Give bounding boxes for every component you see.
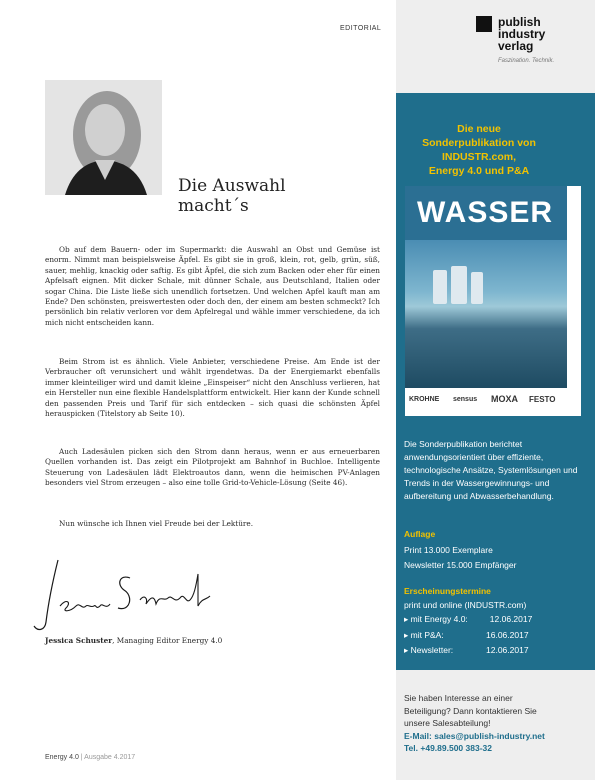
circulation-line: Newsletter 15.000 Empfänger: [404, 560, 517, 570]
date-value: 12.06.2017: [489, 614, 533, 624]
footer-issue: | Ausgabe 4.2017: [78, 754, 136, 761]
article-paragraph: Auch Ladesäulen picken sich den Strom dann heraus, wenn er aus erneuerbaren Quellen vorhanden ist. Das zeigt ein Pilotprojekt am Bahnhof in Buchloe. Intelligente Steuerung von Ladesäulen lädt Elektroautos dann, wenn die heimischen PV-Anlagen besonders viel Strom erzeugen – also eine tolle Grid-to-Vehicle-Lösung (Seite 46).: [45, 447, 380, 488]
circulation-line: Print 13.000 Exemplare: [404, 545, 493, 555]
sponsor-logo: sensus: [453, 396, 478, 403]
page-footer: [45, 754, 135, 761]
publisher-slogan: Faszination. Technik.: [498, 58, 555, 64]
date-row: [404, 645, 529, 656]
publisher-name-line: publish: [498, 15, 541, 29]
author-name: Jessica Schuster: [45, 636, 113, 645]
date-row: [404, 630, 529, 641]
promo-headline-line: INDUSTR.com,: [441, 151, 517, 163]
date-label: ▸ mit Energy 4.0:: [404, 614, 468, 624]
sales-email-link[interactable]: E-Mail: sales@publish-industry.net: [404, 730, 545, 741]
promo-headline-line: Sonderpublikation von: [422, 137, 536, 149]
date-row: [404, 614, 532, 625]
sponsor-logo: KROHNE: [409, 396, 440, 403]
article-headline: [178, 176, 286, 216]
article-paragraph: Nun wünsche ich Ihnen viel Freude bei der Lektüre.: [59, 519, 254, 528]
author-role: , Managing Editor Energy 4.0: [112, 636, 223, 645]
dates-intro: print und online (INDUSTR.com): [404, 600, 527, 610]
signature-caption: [45, 636, 222, 645]
author-portrait-image: [45, 80, 162, 195]
publisher-name-line: industry: [498, 27, 546, 41]
publisher-logo-mark: [476, 16, 492, 32]
author-portrait: [45, 80, 162, 195]
promo-headline: [396, 122, 562, 178]
date-value: 12.06.2017: [486, 645, 529, 655]
sponsor-logos: [405, 388, 567, 416]
promo-headline-line: Energy 4.0 und P&A: [428, 165, 530, 177]
publisher-logo: [498, 16, 554, 64]
magazine-title: WASSER: [417, 196, 554, 229]
date-label: ▸ mit P&A:: [404, 630, 444, 640]
sales-contact: [404, 692, 589, 755]
footer-magazine: Energy 4.0: [45, 754, 79, 761]
publisher-name-line: verlag: [498, 39, 534, 53]
circulation-heading: Auflage: [404, 529, 436, 539]
handwritten-signature: [30, 554, 220, 634]
contact-line: unsere Salesabteilung!: [404, 718, 491, 728]
sponsor-logo: MOXA: [491, 394, 518, 404]
water-tower-shape: [433, 270, 447, 304]
sales-phone[interactable]: Tel. +49.89.500 383-32: [404, 743, 492, 753]
section-label: EDITORIAL: [340, 25, 382, 32]
water-tower-shape: [451, 266, 467, 304]
promo-description: Die Sonderpublikation berichtet anwendungsorientiert über effiziente, technologische Ansätze, Systemlösungen und Trends in der Wassergewinnungs- und aufbereitung und Abwasserbehandlung.: [404, 439, 578, 501]
contact-line: Sie haben Interesse an einer: [404, 693, 513, 703]
headline-line: macht´s: [178, 196, 249, 216]
headline-line: Die Auswahl: [178, 176, 286, 196]
article-paragraph: Beim Strom ist es ähnlich. Viele Anbieter, verschiedene Preise. Am Ende ist der Verbraucher oft verunsichert und wählt irgendetwas. Da der Energiemarkt ebenfalls immer kleinteiliger wird und damit kleine „Einspeiser“ nicht den Anschluss verlieren, hat ein Hersteller nun eine flexible Handelsplattform entwickelt. Hier kann der Kunde schnell den passenden Preis und Tarif für sich entdecken – sich quasi die schönsten Äpfel herauspicken (Titelstory ab Seite 10).: [45, 357, 380, 419]
water-tower-shape: [471, 272, 483, 304]
magazine-cover-photo: [405, 240, 567, 388]
date-value: 16.06.2017: [486, 630, 529, 640]
promo-headline-line: Die neue: [457, 123, 501, 135]
magazine-cover[interactable]: [405, 186, 581, 416]
dates-heading: Erscheinungstermine: [404, 586, 491, 596]
magazine-cover-stripe: [567, 186, 581, 416]
contact-line: Beteiligung? Dann kontaktieren Sie: [404, 705, 537, 716]
sponsor-logo: FESTO: [529, 395, 556, 404]
date-label: ▸ Newsletter:: [404, 645, 454, 655]
article-paragraph: Ob auf dem Bauern- oder im Supermarkt: die Auswahl an Obst und Gemüse ist enorm. Nimmt man beispielsweise Äpfel. Es gibt sie in groß, klein, rot, gelb, grün, süß, sauer, mehlig, knackig oder saftig. Es gibt Äpfel, die sich zum Backen oder eher für einen Apfelsaft eignen. Mit dicker Schale, mit dünner Schale, aus Deutschland, Italien oder sogar China. Die Liste ließe sich unendlich fortsetzen. Und welchen Apfel kauft man am Ende? Den schönsten, preiswertesten oder doch den, der einem am besten schmeckt? Ich persönlich bin relativ verloren vor dem Apfelregal und wähle immer verschiedene, da ich mich nicht entscheiden kann.: [45, 245, 380, 327]
